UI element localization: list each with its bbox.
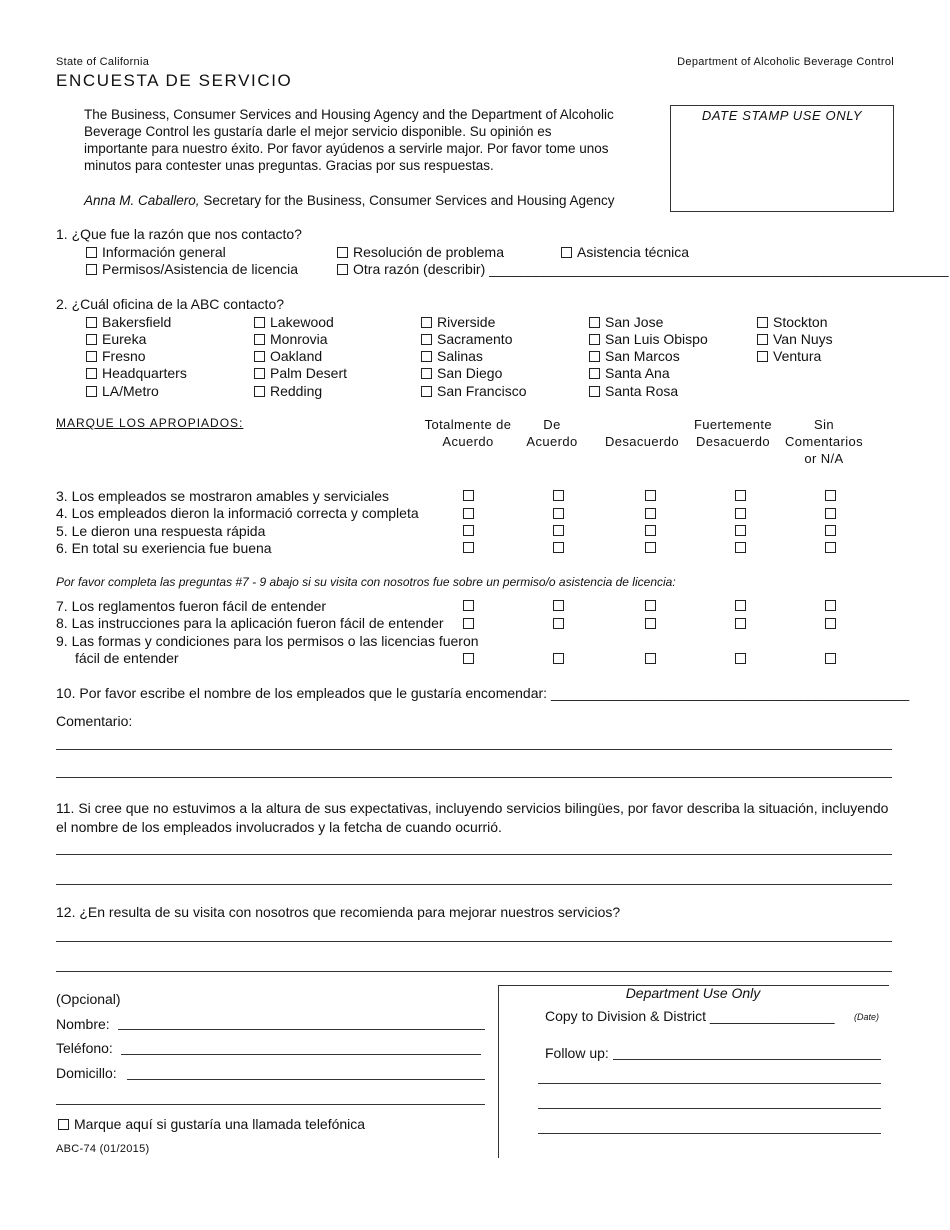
- q6-label: 6. En total su exeriencia fue buena: [56, 540, 272, 556]
- follow-up-line[interactable]: [538, 1108, 881, 1109]
- q1-question: 1. ¿Que fue la razón que nos contacto?: [56, 226, 302, 242]
- intro-line-2: Beverage Control les gustaría darle el mejor servicio disponible. Su opinión es: [84, 124, 552, 139]
- follow-up-line[interactable]: [613, 1059, 881, 1060]
- q12-answer-line[interactable]: [56, 971, 892, 972]
- col-header-strongly-disagree: Fuertemente Desacuerdo: [693, 417, 773, 449]
- checkbox[interactable]: [561, 247, 572, 258]
- signer-name: Anna M. Caballero,: [84, 193, 200, 208]
- rating-checkbox[interactable]: [553, 525, 564, 536]
- rating-checkbox[interactable]: [645, 618, 656, 629]
- q12-answer-line[interactable]: [56, 941, 892, 942]
- checkbox[interactable]: [757, 317, 768, 328]
- office-option[interactable]: Fresno: [86, 348, 146, 364]
- name-field[interactable]: [118, 1029, 485, 1030]
- office-option[interactable]: Santa Ana: [589, 365, 670, 381]
- follow-up-line[interactable]: [538, 1133, 881, 1134]
- office-option[interactable]: Monrovia: [254, 331, 328, 347]
- checkbox[interactable]: [757, 334, 768, 345]
- rating-checkbox[interactable]: [735, 508, 746, 519]
- permit-note: Por favor completa las preguntas #7 - 9 abajo si su visita con nosotros fue sobre un permiso/o asistencia de licencia:: [56, 575, 676, 589]
- office-option[interactable]: Santa Rosa: [589, 383, 678, 399]
- rating-checkbox[interactable]: [463, 600, 474, 611]
- comment-label: Comentario:: [56, 713, 133, 729]
- office-option[interactable]: Stockton: [757, 314, 827, 330]
- intro-line-1: The Business, Consumer Services and Housing Agency and the Department of Alcoholic: [84, 107, 614, 122]
- copy-to-division-label: Copy to Division & District ________________: [545, 1008, 835, 1024]
- rating-checkbox[interactable]: [825, 600, 836, 611]
- office-option[interactable]: LA/Metro: [86, 383, 159, 399]
- checkbox[interactable]: [757, 351, 768, 362]
- office-option[interactable]: Sacramento: [421, 331, 512, 347]
- office-option[interactable]: Headquarters: [86, 365, 187, 381]
- checkbox[interactable]: [254, 368, 265, 379]
- state-label: State of California: [56, 56, 150, 68]
- rating-checkbox[interactable]: [735, 653, 746, 664]
- follow-up-line[interactable]: [538, 1083, 881, 1084]
- checkbox[interactable]: [86, 368, 97, 379]
- checkbox[interactable]: [254, 386, 265, 397]
- q1-option-other[interactable]: Otra razón (describir) ___________________________________________________________: [337, 261, 949, 277]
- date-stamp-label: DATE STAMP USE ONLY: [701, 108, 863, 123]
- checkbox[interactable]: [254, 351, 265, 362]
- rating-checkbox[interactable]: [645, 653, 656, 664]
- q7-label: 7. Los reglamentos fueron fácil de entender: [56, 598, 327, 614]
- address-field-line-2[interactable]: [56, 1104, 485, 1105]
- checkbox[interactable]: [86, 334, 97, 345]
- intro-line-4: minutos para contester unas preguntas. Gracias por sus respuestas.: [84, 158, 494, 173]
- rating-checkbox[interactable]: [825, 542, 836, 553]
- q10-question: 10. Por favor escribe el nombre de los empleados que le gustaría encomendar: ______________________________________________: [56, 685, 910, 701]
- rating-checkbox[interactable]: [735, 618, 746, 629]
- checkbox[interactable]: [86, 317, 97, 328]
- address-label: Domicillo:: [56, 1065, 117, 1081]
- checkbox[interactable]: [589, 317, 600, 328]
- rating-checkbox[interactable]: [553, 490, 564, 501]
- office-option[interactable]: San Diego: [421, 365, 502, 381]
- col-header-no-comment: Sin Comentarios or N/A: [784, 417, 864, 466]
- q1-option-general-info[interactable]: Información general: [86, 244, 226, 260]
- col-header-strongly-agree: Totalmente de Acuerdo: [424, 417, 512, 449]
- q1-option-problem-resolution[interactable]: Resolución de problema: [337, 244, 504, 260]
- office-option[interactable]: San Francisco: [421, 383, 526, 399]
- phone-label: Teléfono:: [56, 1040, 113, 1056]
- checkbox[interactable]: [86, 351, 97, 362]
- office-option[interactable]: Redding: [254, 383, 322, 399]
- office-option[interactable]: Bakersfield: [86, 314, 171, 330]
- rating-checkbox[interactable]: [735, 542, 746, 553]
- rating-checkbox[interactable]: [463, 508, 474, 519]
- office-option[interactable]: Van Nuys: [757, 331, 833, 347]
- rating-checkbox[interactable]: [645, 508, 656, 519]
- q11-question-line-2: el nombre de los empleados involucrados y la fetcha de cuando ocurrió.: [56, 819, 502, 835]
- office-option[interactable]: San Jose: [589, 314, 663, 330]
- rating-checkbox[interactable]: [553, 653, 564, 664]
- optional-label: (Opcional): [56, 991, 121, 1007]
- rating-checkbox[interactable]: [825, 490, 836, 501]
- rating-checkbox[interactable]: [463, 525, 474, 536]
- office-option[interactable]: Riverside: [421, 314, 495, 330]
- rating-checkbox[interactable]: [553, 508, 564, 519]
- rating-checkbox[interactable]: [645, 490, 656, 501]
- office-option[interactable]: Oakland: [254, 348, 322, 364]
- checkbox[interactable]: [86, 247, 97, 258]
- rating-checkbox[interactable]: [645, 525, 656, 536]
- checkbox[interactable]: [421, 368, 432, 379]
- office-option[interactable]: San Luis Obispo: [589, 331, 708, 347]
- rating-checkbox[interactable]: [825, 653, 836, 664]
- rating-checkbox[interactable]: [463, 490, 474, 501]
- checkbox[interactable]: [337, 247, 348, 258]
- checkbox[interactable]: [589, 351, 600, 362]
- rating-checkbox[interactable]: [825, 508, 836, 519]
- checkbox[interactable]: [421, 334, 432, 345]
- q5-label: 5. Le dieron una respuesta rápida: [56, 523, 266, 539]
- date-stamp-box: [670, 105, 894, 212]
- comment-line[interactable]: [56, 777, 892, 778]
- office-option[interactable]: Salinas: [421, 348, 483, 364]
- checkbox[interactable]: [86, 264, 97, 275]
- office-option[interactable]: Palm Desert: [254, 365, 347, 381]
- intro-line-3: importante para nuestro éxito. Por favor ayúdenos a servirle major. Por favor tome unos: [84, 141, 609, 156]
- q9-label-cont: fácil de entender: [75, 650, 179, 666]
- rating-checkbox[interactable]: [735, 525, 746, 536]
- checkbox[interactable]: [58, 1119, 69, 1130]
- department-label: Department of Alcoholic Beverage Control: [677, 56, 894, 68]
- checkbox[interactable]: [337, 264, 348, 275]
- rating-checkbox[interactable]: [645, 600, 656, 611]
- q4-label: 4. Los empleados dieron la informació correcta y completa: [56, 505, 419, 521]
- date-label: (Date): [854, 1012, 880, 1022]
- checkbox[interactable]: [589, 368, 600, 379]
- col-header-agree: De Acuerdo: [526, 417, 578, 449]
- checkbox[interactable]: [589, 334, 600, 345]
- checkbox[interactable]: [254, 334, 265, 345]
- rating-checkbox[interactable]: [463, 653, 474, 664]
- rating-checkbox[interactable]: [553, 542, 564, 553]
- q11-answer-line[interactable]: [56, 884, 892, 885]
- rating-checkbox[interactable]: [645, 542, 656, 553]
- checkbox[interactable]: [421, 386, 432, 397]
- dept-use-title: Department Use Only: [625, 985, 761, 1001]
- follow-up-label: Follow up:: [545, 1045, 609, 1061]
- q1-option-technical-assistance[interactable]: Asistencia técnica: [561, 244, 689, 260]
- rating-checkbox[interactable]: [735, 600, 746, 611]
- q1-option-permits[interactable]: Permisos/Asistencia de licencia: [86, 261, 298, 277]
- office-option[interactable]: Lakewood: [254, 314, 334, 330]
- rating-checkbox[interactable]: [553, 600, 564, 611]
- signature-line: [84, 192, 615, 209]
- office-option[interactable]: San Marcos: [589, 348, 680, 364]
- rating-checkbox[interactable]: [463, 542, 474, 553]
- comment-line[interactable]: [56, 749, 892, 750]
- q11-question-line-1: 11. Si cree que no estuvimos a la altura de sus expectativas, incluyendo servicios bilingües, por favor describa la situación, incluyendo: [56, 800, 889, 816]
- q9-label: 9. Las formas y condiciones para los permisos o las licencias fueron: [56, 633, 479, 649]
- checkbox[interactable]: [589, 386, 600, 397]
- signer-title: Secretary for the Business, Consumer Services and Housing Agency: [199, 193, 615, 208]
- q11-answer-line[interactable]: [56, 854, 892, 855]
- page-title: ENCUESTA DE SERVICIO: [56, 71, 293, 90]
- q8-label: 8. Las instrucciones para la aplicación fueron fácil de entender: [56, 615, 444, 631]
- name-label: Nombre:: [56, 1016, 110, 1032]
- checkbox[interactable]: [86, 386, 97, 397]
- phone-field[interactable]: [121, 1054, 481, 1055]
- office-option[interactable]: Ventura: [757, 348, 821, 364]
- q12-question: 12. ¿En resulta de su visita con nosotros que recomienda para mejorar nuestros servicios?: [56, 904, 621, 920]
- q3-label: 3. Los empleados se mostraron amables y serviciales: [56, 488, 390, 504]
- address-field[interactable]: [127, 1079, 485, 1080]
- mark-appropriate-label: MARQUE LOS APROPIADOS:: [56, 416, 244, 430]
- rating-checkbox[interactable]: [825, 618, 836, 629]
- form-id: ABC-74 (01/2015): [56, 1143, 150, 1155]
- checkbox[interactable]: [421, 317, 432, 328]
- rating-checkbox[interactable]: [553, 618, 564, 629]
- checkbox[interactable]: [254, 317, 265, 328]
- q2-question: 2. ¿Cuál oficina de la ABC contacto?: [56, 296, 285, 312]
- office-option[interactable]: Eureka: [86, 331, 146, 347]
- rating-checkbox[interactable]: [463, 618, 474, 629]
- rating-checkbox[interactable]: [735, 490, 746, 501]
- col-header-disagree: Desacuerdo: [604, 434, 680, 449]
- rating-checkbox[interactable]: [825, 525, 836, 536]
- checkbox[interactable]: [421, 351, 432, 362]
- call-request-option[interactable]: Marque aquí si gustaría una llamada telefónica: [58, 1116, 365, 1132]
